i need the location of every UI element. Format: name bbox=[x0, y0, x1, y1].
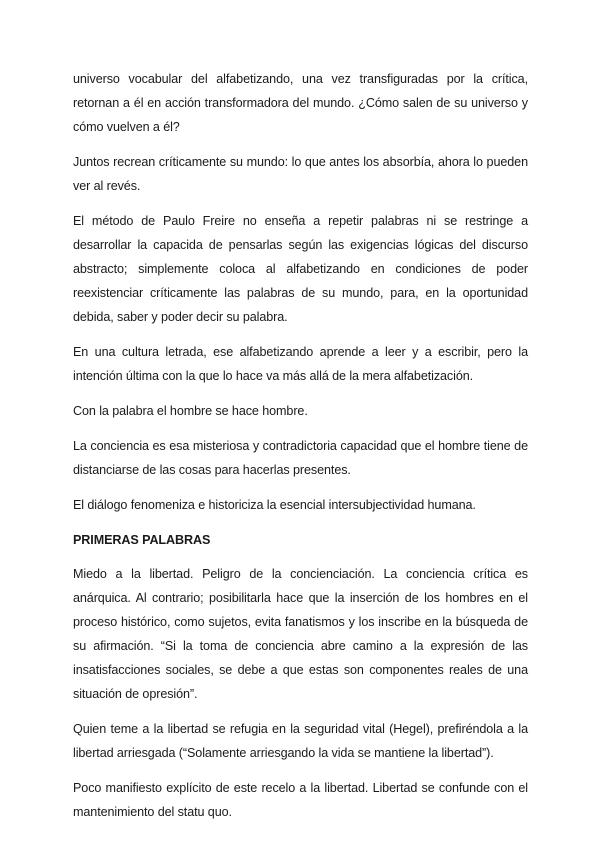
paragraph-3: El método de Paulo Freire no enseña a repetir palabras ni se restringe a desarrollar la capacida de pensarlas según las exigencias lógicas del discurso abstracto; simplemente coloca al alfabetizando en condiciones de poder reexistenciar críticamente las palabras de su mundo, para, en la oportunidad debida, saber y poder decir su palabra. bbox=[73, 214, 528, 324]
paragraph-10: Poco manifiesto explícito de este recelo a la libertad. Libertad se confunde con el mantenimiento del statu quo. bbox=[73, 781, 528, 819]
paragraph-4: En una cultura letrada, ese alfabetizando aprende a leer y a escribir, pero la intención última con la que lo hace va más allá de la mera alfabetización. bbox=[73, 345, 528, 383]
document-body bbox=[73, 67, 528, 835]
paragraph-9: Quien teme a la libertad se refugia en la seguridad vital (Hegel), prefiréndola a la libertad arriesgada (“Solamente arriesgando la vida se mantiene la libertad”). bbox=[73, 722, 528, 760]
paragraph-5: Con la palabra el hombre se hace hombre. bbox=[73, 404, 308, 418]
paragraph-7: El diálogo fenomeniza e historiciza la esencial intersubjectividad humana. bbox=[73, 498, 476, 512]
section-heading: PRIMERAS PALABRAS bbox=[73, 533, 211, 547]
paragraph-6: La conciencia es esa misteriosa y contradictoria capacidad que el hombre tiene de distanciarse de las cosas para hacerlas presentes. bbox=[73, 439, 528, 477]
paragraph-1: universo vocabular del alfabetizando, una vez transfiguradas por la crítica, retornan a él en acción transformadora del mundo. ¿Cómo salen de su universo y cómo vuelven a él? bbox=[73, 72, 528, 134]
paragraph-8: Miedo a la libertad. Peligro de la concienciación. La conciencia crítica es anárquica. Al contrario; posibilitarla hace que la inserción de los hombres en el proceso histórico, como sujetos, evita fanatismos y los inscribe en la búsqueda de su afirmación. “Si la toma de conciencia abre camino a la expresión de las insatisfacciones sociales, se debe a que estas son componentes reales de una situación de opresión”. bbox=[73, 567, 528, 701]
paragraph-2: Juntos recrean críticamente su mundo: lo que antes los absorbía, ahora lo pueden ver al revés. bbox=[73, 155, 528, 193]
